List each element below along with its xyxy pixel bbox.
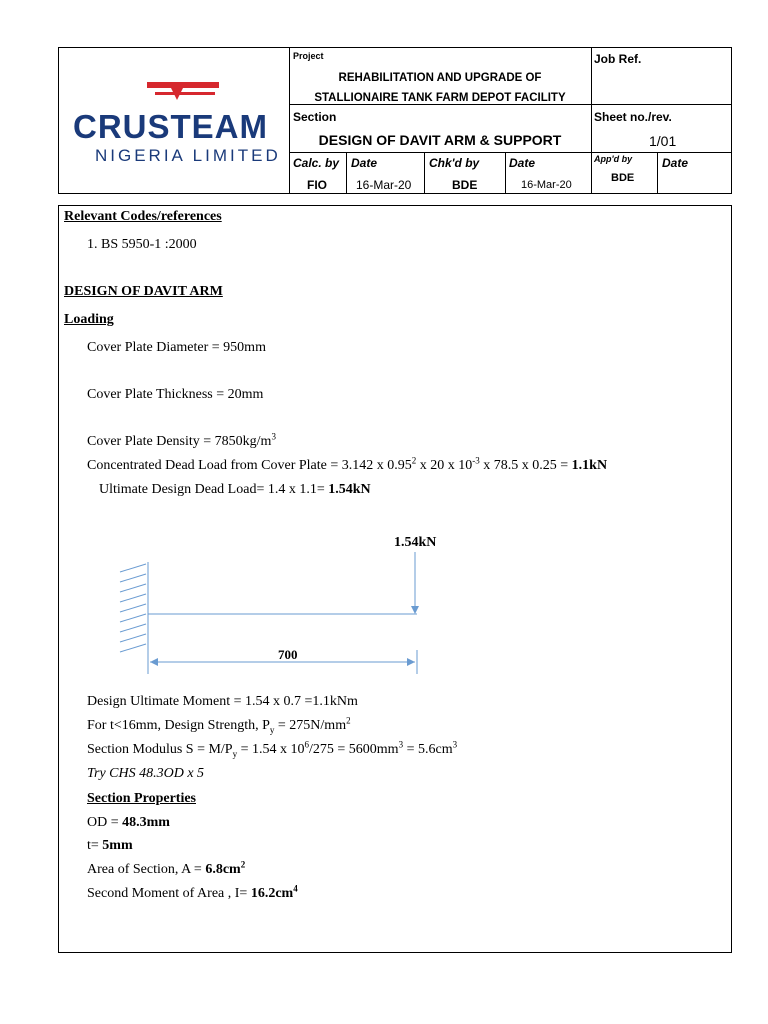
cover-plate-diameter: Cover Plate Diameter = 950mm (87, 340, 266, 355)
project-label: Project (293, 51, 324, 61)
calc-by-value: FIO (307, 178, 327, 192)
appd-by-label: App'd by (594, 154, 633, 164)
codes-heading: Relevant Codes/references (64, 209, 222, 224)
design-moment: Design Ultimate Moment = 1.54 x 0.7 =1.1kNm (87, 694, 358, 709)
company-logo (59, 48, 289, 194)
date3-label: Date (662, 156, 689, 170)
date1-label: Date (351, 156, 378, 170)
calc-by-label: Calc. by (293, 156, 340, 170)
concentrated-dead-load: Concentrated Dead Load from Cover Plate = 3.142 x 0.95$^2$ x 20 x $10^{-3}$ x 78.5 x 0.25 = 1.1kN (87, 455, 608, 473)
wall-thickness: t= 5mm (87, 838, 133, 853)
ultimate-dead-load: Ultimate Design Dead Load= 1.4 x 1.1= 1.54kN (99, 482, 371, 497)
cover-plate-density: Cover Plate Density = $7850kg/m^3$ (87, 431, 276, 449)
code-item-1: 1. BS 5950-1 :2000 (87, 237, 197, 252)
date2-value: 16-Mar-20 (521, 179, 572, 191)
outer-diameter: OD = 48.3mm (87, 815, 170, 830)
loading-heading: Loading (64, 312, 114, 327)
section-area: Area of Section, $A = 6.8cm^2$ (87, 859, 246, 877)
chkd-by-value: BDE (452, 178, 478, 192)
second-moment-of-area: Second Moment of Area , $I= 16.2cm^4$ (87, 883, 298, 901)
project-title-line1: REHABILITATION AND UPGRADE OF (338, 72, 542, 84)
diagram-load-label: 1.54kN (394, 535, 437, 550)
job-ref-label: Job Ref. (594, 52, 642, 66)
date2-label: Date (509, 156, 536, 170)
project-title-line2: STALLIONAIRE TANK FARM DEPOT FACILITY (314, 92, 566, 104)
design-heading: DESIGN OF DAVIT ARM (64, 284, 223, 299)
section-label: Section (293, 110, 337, 124)
project-title (290, 68, 590, 108)
logo-subtitle: NIGERIA LIMITED (95, 146, 281, 165)
section-modulus: Section Modulus $S = M/P_y = 1.54$ x $10^6/275 = 5600mm^3 = 5.6cm^3$ (87, 739, 458, 759)
cantilever-diagram (110, 530, 440, 680)
sheet-value: 1/01 (649, 133, 677, 149)
section-properties-heading: Section Properties (87, 791, 196, 806)
logo-wordmark: CRUSTEAM (73, 108, 268, 145)
diagram-span-label: 700 (278, 647, 298, 662)
sheet-label: Sheet no./rev. (594, 110, 672, 124)
appd-by-value: BDE (611, 172, 635, 184)
cover-plate-thickness: Cover Plate Thickness = 20mm (87, 387, 264, 402)
date1-value: 16-Mar-20 (356, 178, 412, 192)
trial-section: Try CHS 48.3OD x 5 (87, 766, 205, 781)
chkd-by-label: Chk'd by (429, 156, 480, 170)
title-block (58, 47, 732, 194)
cantilever-sketch (110, 530, 440, 675)
design-strength: For t<16mm, Design Strength, $P_y = 275N/mm^2$ (87, 715, 351, 735)
section-title: DESIGN OF DAVIT ARM & SUPPORT (318, 132, 562, 148)
